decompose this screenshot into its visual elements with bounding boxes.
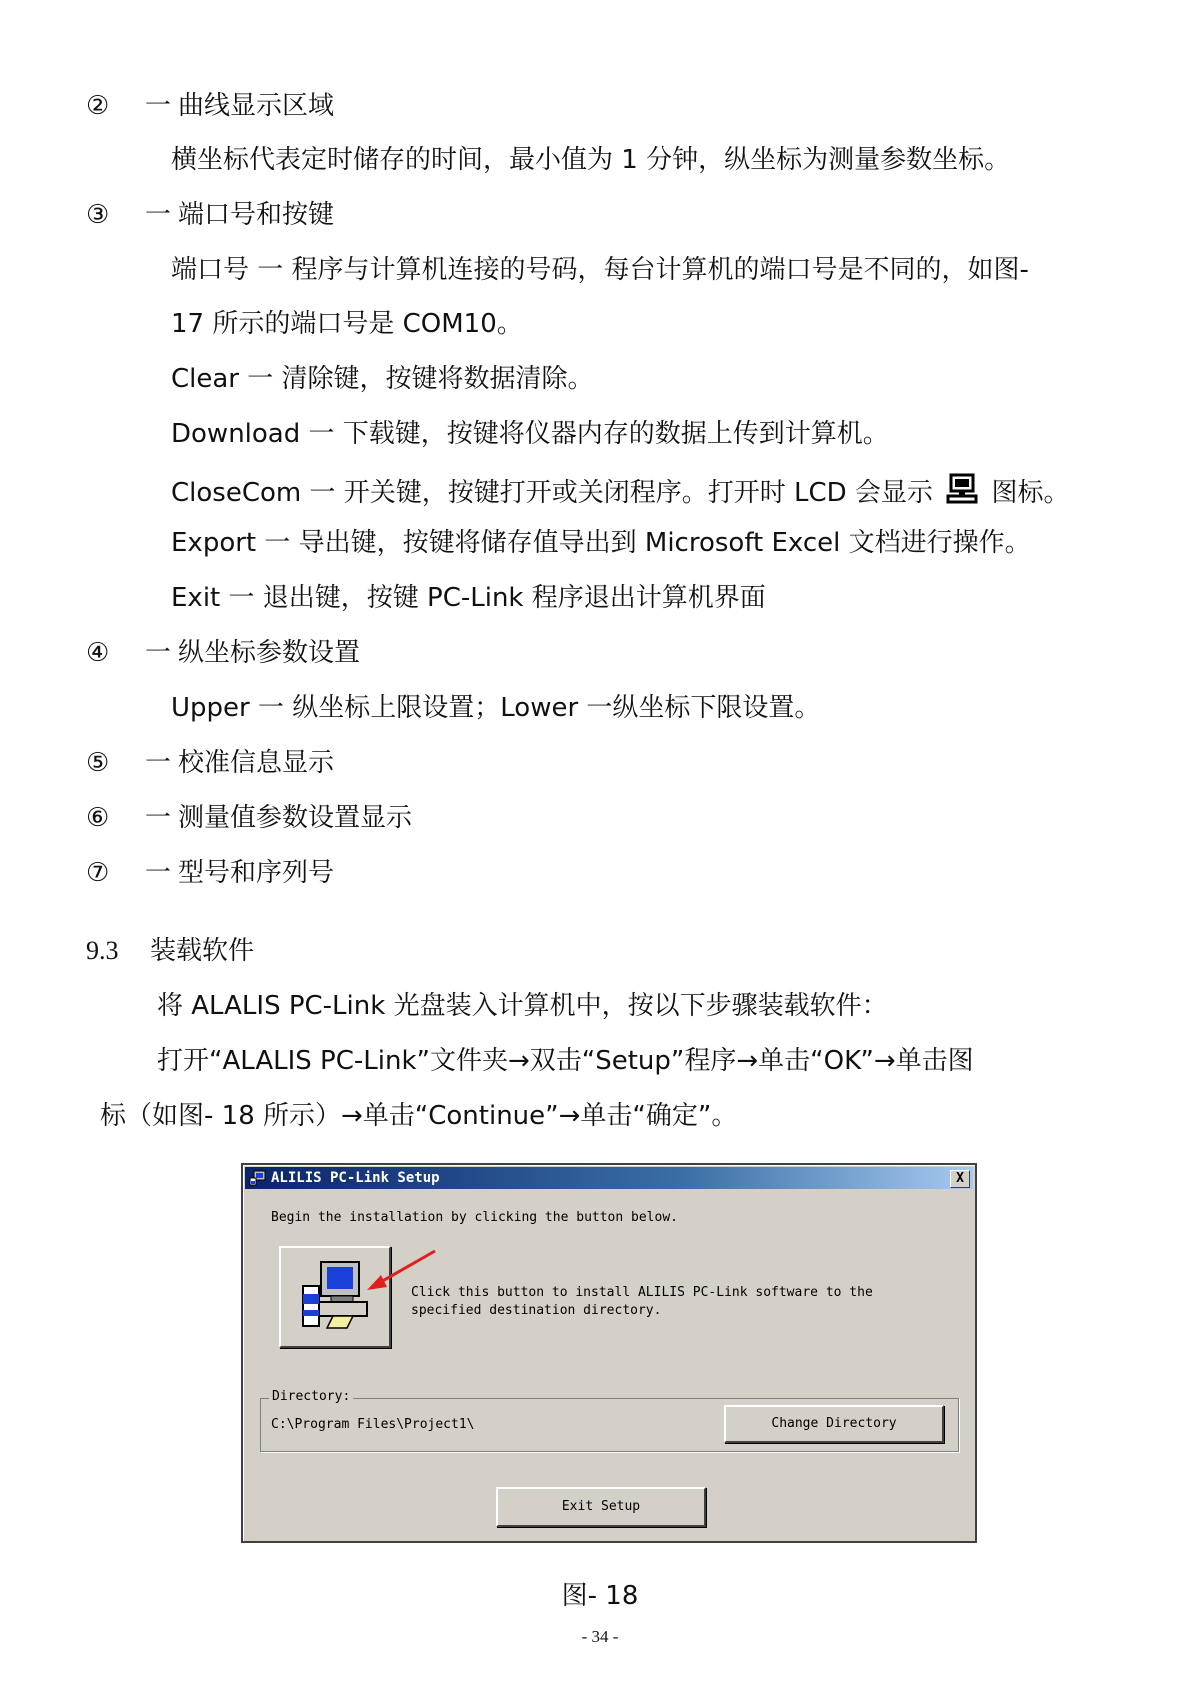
- clear-description: [171, 362, 594, 396]
- description-line-1: Click this button to install ALILIS PC-Link software to the: [411, 1285, 873, 1300]
- close-button[interactable]: X: [950, 1170, 970, 1188]
- circled-number-4: ④: [86, 638, 110, 668]
- export-description: [171, 526, 1031, 560]
- directory-path: C:\Program Files\Project1\: [271, 1417, 475, 1432]
- item-text: 校准信息显示: [178, 748, 335, 778]
- paragraph-text: 打开“ALALIS PC-Link”文件夹→双击“Setup”程序→单击“OK”→单击图: [157, 1046, 974, 1076]
- paragraph-1: [157, 989, 888, 1023]
- item-3-heading: [86, 198, 334, 232]
- description-line-2: specified destination directory.: [411, 1303, 662, 1318]
- instruction-text: Begin the installation by clicking the button below.: [271, 1210, 678, 1225]
- port-description: [171, 253, 1029, 287]
- exit-setup-label: Exit Setup: [561, 1499, 641, 1514]
- item-6-heading: [86, 801, 412, 835]
- item-dash: 一: [144, 200, 171, 230]
- paragraph-text: 标（如图- 18 所示）→单击“Continue”→单击“确定”。: [100, 1101, 738, 1131]
- setup-app-icon: [249, 1170, 267, 1186]
- circled-number-6: ⑥: [86, 803, 110, 833]
- port-description-cont: [171, 307, 523, 341]
- paragraph-text: 将 ALALIS PC-Link 光盘装入计算机中，按以下步骤装载软件：: [157, 991, 888, 1021]
- item-dash: 一: [144, 803, 171, 833]
- item-text: 测量值参数设置显示: [178, 803, 413, 833]
- directory-group: [260, 1389, 959, 1452]
- item-text: Upper 一 纵坐标上限设置；Lower 一纵坐标下限设置。: [171, 693, 821, 723]
- item-text: 图标。: [991, 478, 1070, 508]
- setup-dialog: [241, 1163, 977, 1543]
- item-7-heading: [86, 856, 334, 890]
- item-text: 横坐标代表定时储存的时间，最小值为 1 分钟，纵坐标为测量参数坐标。: [171, 145, 1011, 175]
- section-number: 9.3: [86, 936, 119, 965]
- directory-label: Directory:: [269, 1389, 353, 1404]
- section-title: 装载软件: [150, 936, 255, 966]
- item-text: CloseCom 一 开关键，按键打开或关闭程序。打开时 LCD 会显示: [171, 478, 933, 508]
- item-2-heading: [86, 89, 334, 123]
- section-heading: [86, 934, 254, 968]
- item-text: 型号和序列号: [178, 858, 335, 888]
- dialog-title: ALILIS PC-Link Setup: [271, 1170, 440, 1186]
- download-description: [171, 417, 889, 451]
- exit-description: [171, 581, 766, 615]
- circled-number-7: ⑦: [86, 858, 110, 888]
- item-text: Export 一 导出键，按键将储存值导出到 Microsoft Excel 文档进行操作。: [171, 528, 1031, 558]
- item-text: 17 所示的端口号是 COM10。: [171, 309, 523, 339]
- item-dash: 一: [144, 638, 171, 668]
- item-dash: 一: [144, 858, 171, 888]
- change-directory-label: Change Directory: [771, 1416, 897, 1431]
- item-text: 纵坐标参数设置: [178, 638, 361, 668]
- circled-number-2: ②: [86, 91, 110, 121]
- item-2-description: [171, 143, 1010, 177]
- item-dash: 一: [144, 748, 171, 778]
- dialog-titlebar: [245, 1167, 973, 1189]
- item-text: Download 一 下载键，按键将仪器内存的数据上传到计算机。: [171, 419, 889, 449]
- figure-caption: 图- 18: [561, 1581, 639, 1611]
- circled-number-5: ⑤: [86, 748, 110, 778]
- install-button-description: [411, 1284, 873, 1320]
- computer-icon: [945, 472, 979, 515]
- exit-setup-button[interactable]: [496, 1487, 706, 1527]
- item-text: Exit 一 退出键，按键 PC-Link 程序退出计算机界面: [171, 583, 766, 613]
- item-5-heading: [86, 746, 334, 780]
- closecom-description: [171, 472, 1069, 515]
- item-text: 曲线显示区域: [178, 91, 335, 121]
- item-dash: 一: [144, 91, 171, 121]
- page-number: - 34 -: [581, 1627, 619, 1646]
- item-text: 端口号 一 程序与计算机连接的号码，每台计算机的端口号是不同的，如图-: [171, 255, 1029, 285]
- item-text: 端口号和按键: [178, 200, 335, 230]
- upper-lower-description: [171, 691, 820, 725]
- item-text: Clear 一 清除键，按键将数据清除。: [171, 364, 594, 394]
- item-4-heading: [86, 636, 360, 670]
- circled-number-3: ③: [86, 200, 110, 230]
- paragraph-2: [157, 1044, 974, 1078]
- paragraph-3: [100, 1099, 737, 1133]
- change-directory-button[interactable]: [724, 1405, 944, 1443]
